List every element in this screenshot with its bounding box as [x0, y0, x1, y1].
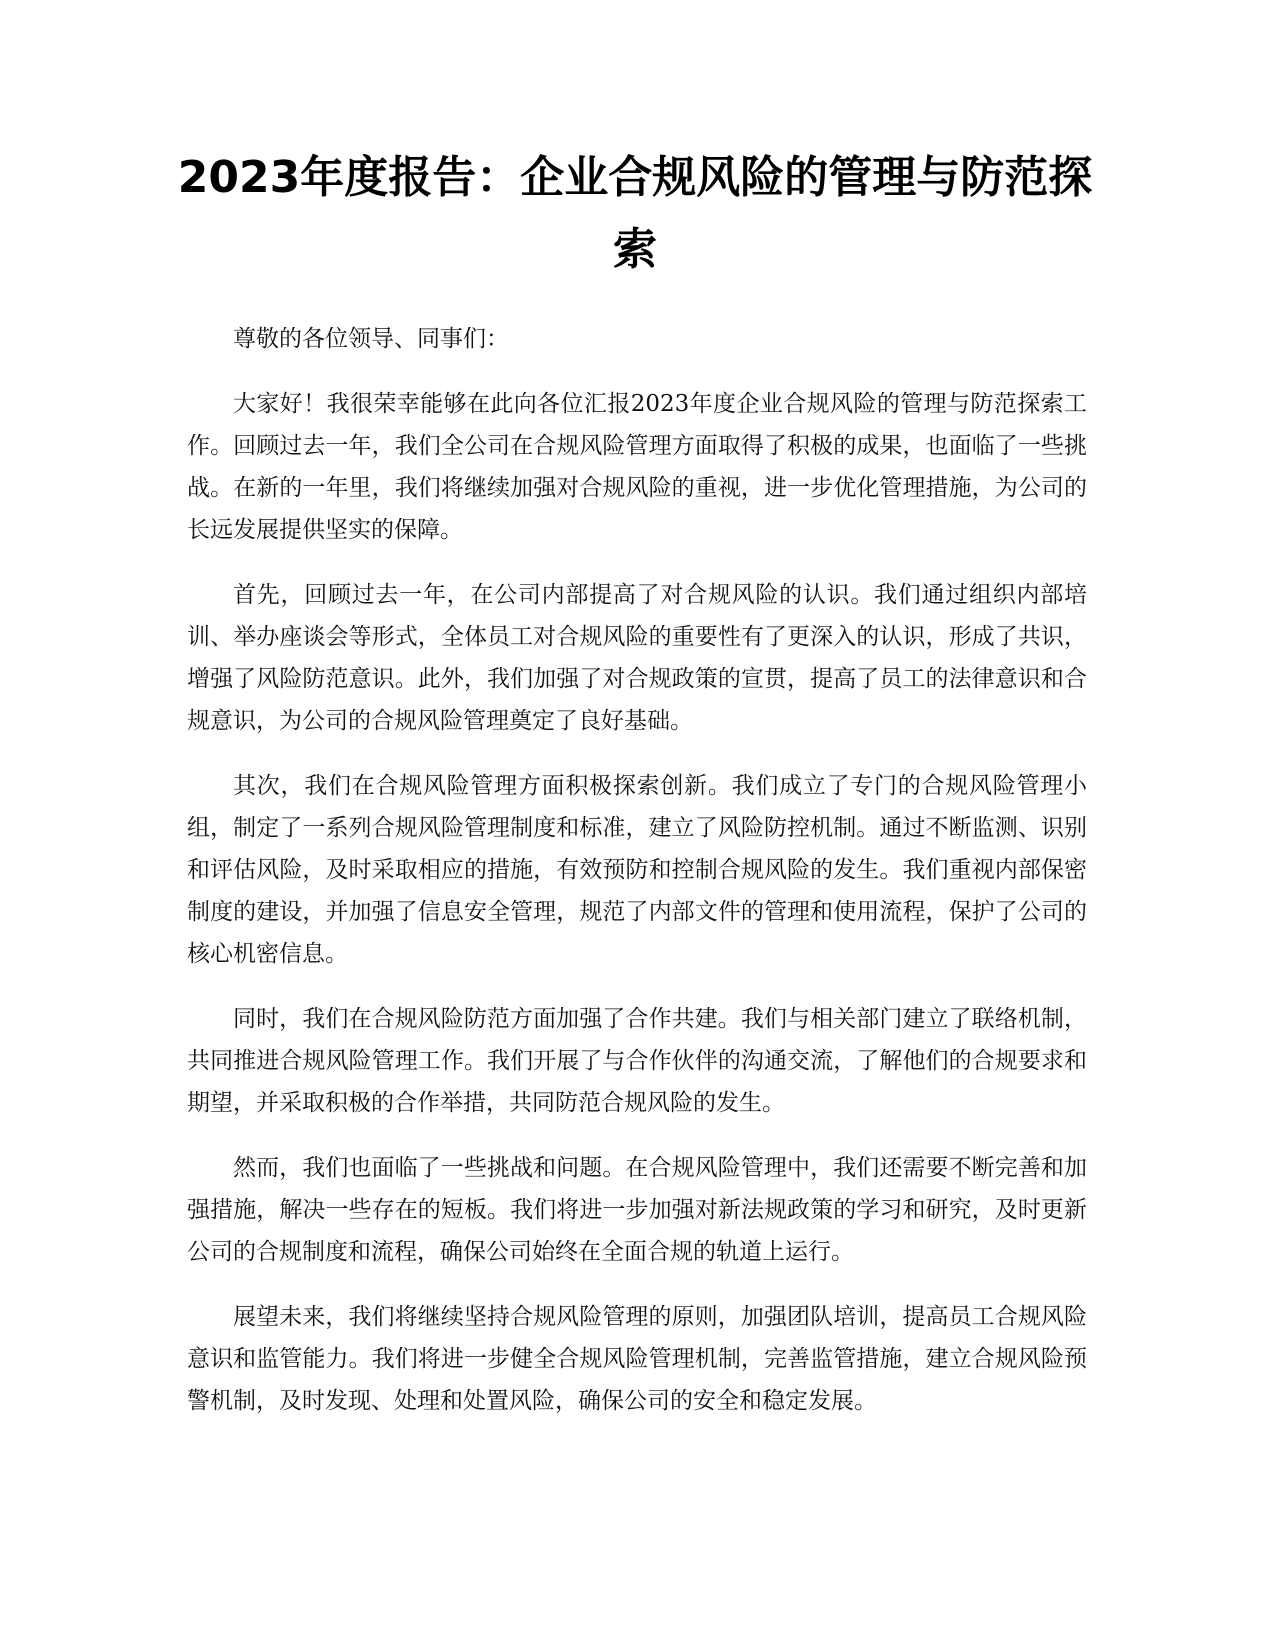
salutation-paragraph: 尊敬的各位领导、同事们：	[233, 326, 509, 352]
body-paragraph-innovation: 其次，我们在合规风险管理方面积极探索创新。我们成立了专门的合规风险管理小组，制定了一系列合规风险管理制度和标准，建立了风险防控机制。通过不断监测、识别和评估风险，及时采取相应的措施，有效预防和控制合规风险的发生。我们重视内部保密制度的建设，并加强了信息安全管理，规范了内部文件的管理和使用流程，保护了公司的核心机密信息。	[187, 773, 1087, 967]
title-block	[170, 142, 1100, 286]
body-paragraph-challenges: 然而，我们也面临了一些挑战和问题。在合规风险管理中，我们还需要不断完善和加强措施，解决一些存在的短板。我们将进一步加强对新法规政策的学习和研究，及时更新公司的合规制度和流程，确保公司始终在全面合规的轨道上运行。	[187, 1155, 1087, 1265]
document-body	[187, 318, 1087, 1445]
body-paragraph-awareness: 首先，回顾过去一年，在公司内部提高了对合规风险的认识。我们通过组织内部培训、举办座谈会等形式，全体员工对合规风险的重要性有了更深入的认识，形成了共识，增强了风险防范意识。此外，我们加强了对合规政策的宣贯，提高了员工的法律意识和合规意识，为公司的合规风险管理奠定了良好基础。	[187, 582, 1087, 734]
body-paragraph-outlook: 展望未来，我们将继续坚持合规风险管理的原则，加强团队培训，提高员工合规风险意识和监管能力。我们将进一步健全合规风险管理机制，完善监管措施，建立合规风险预警机制，及时发现、处理和处置风险，确保公司的安全和稳定发展。	[187, 1304, 1087, 1414]
body-paragraph-cooperation: 同时，我们在合规风险防范方面加强了合作共建。我们与相关部门建立了联络机制，共同推进合规风险管理工作。我们开展了与合作伙伴的沟通交流，了解他们的合规要求和期望，并采取积极的合作举措，共同防范合规风险的发生。	[187, 1006, 1087, 1116]
document-title: 2023年度报告：企业合规风险的管理与防范探索	[177, 152, 1093, 275]
body-paragraph-greeting: 大家好！我很荣幸能够在此向各位汇报2023年度企业合规风险的管理与防范探索工作。回顾过去一年，我们全公司在合规风险管理方面取得了积极的成果，也面临了一些挑战。在新的一年里，我们将继续加强对合规风险的重视，进一步优化管理措施，为公司的长远发展提供坚实的保障。	[187, 391, 1087, 543]
